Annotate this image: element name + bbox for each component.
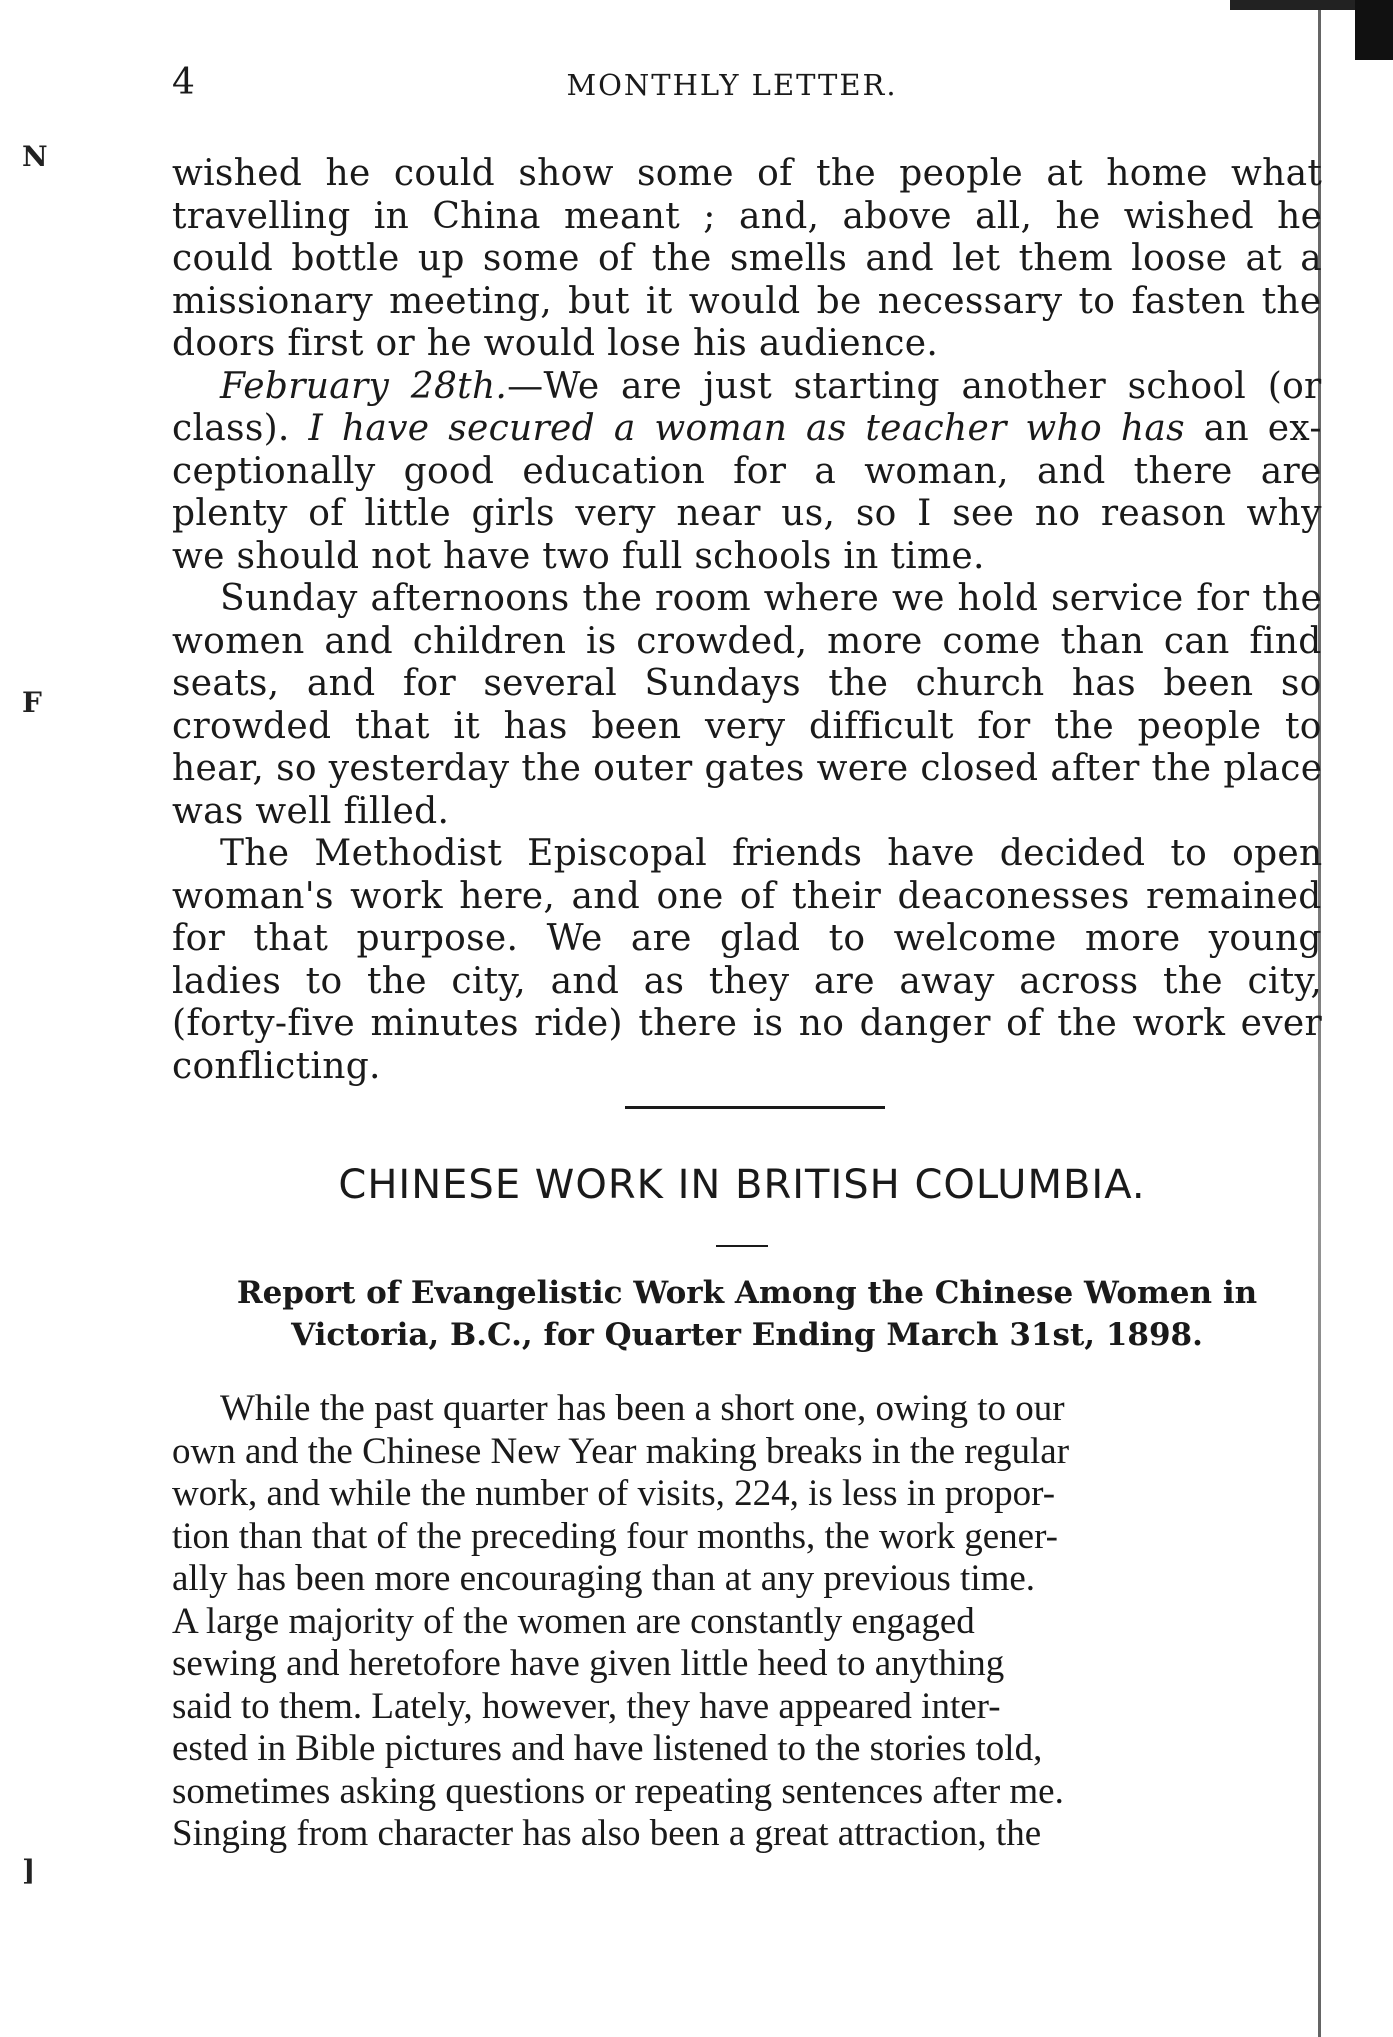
text-line: ested in Bible pictures and have listened to the stories told,	[172, 1728, 1043, 1769]
paragraph-2	[172, 366, 1322, 579]
margin-mark-bottom: ]	[22, 1854, 36, 1887]
text-line	[172, 408, 1322, 451]
text-line: seats, and for several Sundays the church has been so	[172, 663, 1322, 704]
text-line: sometimes asking questions or repeating sentences after me.	[172, 1770, 1064, 1812]
page-header	[172, 62, 1292, 112]
text-line: crowded that it has been very difficult for the people to	[172, 705, 1322, 747]
text-line: Singing from character has also been a great attraction, the	[172, 1813, 1042, 1854]
text-line: (forty-five minutes ride) there is no danger of the work ever	[172, 1003, 1323, 1044]
scan-corner-mark	[1355, 0, 1393, 60]
text-line: said to them. Lately, however, they have appeared inter-	[172, 1685, 1001, 1727]
page-number: 4	[172, 62, 195, 103]
short-divider	[716, 1245, 768, 1247]
report-heading	[172, 1272, 1322, 1356]
margin-mark-middle: F	[22, 686, 42, 719]
text-line: own and the Chinese New Year making breaks in the regular	[172, 1430, 1070, 1472]
running-title: MONTHLY LETTER.	[566, 68, 898, 102]
text-line: ally has been more encouraging than at any previous time.	[172, 1558, 1036, 1599]
margin-mark-top: N	[22, 140, 48, 173]
text-line: ceptionally good education for a woman, and there are	[172, 450, 1322, 492]
text-line: While the past quarter has been a short one, owing to our	[220, 1388, 1065, 1429]
article-body-2	[172, 1388, 1322, 1856]
text-line: Sunday afternoons the room where we hold service for the	[220, 578, 1323, 619]
text-line: we should not have two full schools in time.	[172, 535, 985, 577]
paragraph-3	[172, 578, 1322, 833]
text-run: an ex-	[1184, 408, 1322, 449]
text-line: could bottle up some of the smells and let them loose at a	[172, 238, 1323, 279]
text-run: —We are just starting another school (or	[507, 365, 1322, 407]
text-line	[172, 366, 1322, 409]
text-line: missionary meeting, but it would be necessary to fasten the	[172, 280, 1322, 322]
text-line: was well filled.	[172, 790, 450, 832]
text-line: A large majority of the women are constantly engaged	[172, 1600, 975, 1642]
text-line: wished he could show some of the people at home what	[172, 153, 1323, 194]
report-heading-line: Report of Evangelistic Work Among the Chinese Women in	[236, 1275, 1258, 1311]
section-divider	[625, 1106, 885, 1109]
text-line: conflicting.	[172, 1045, 381, 1087]
date-label: February 28th.	[220, 365, 508, 407]
text-line: for that purpose. We are glad to welcome more young	[172, 918, 1322, 959]
text-line: work, and while the number of visits, 224, is less in propor-	[172, 1473, 1056, 1514]
section-title: CHINESE WORK IN BRITISH COLUMBIA.	[338, 1162, 1146, 1208]
report-paragraph	[172, 1388, 1322, 1856]
text-line: tion than that of the preceding four months, the work gener-	[172, 1515, 1058, 1557]
paragraph-4	[172, 833, 1322, 1088]
text-line: sewing and heretofore have given little heed to anything	[172, 1643, 1005, 1684]
report-heading-line: Victoria, B.C., for Quarter Ending March 31st, 1898.	[291, 1317, 1203, 1353]
text-run: class).	[172, 408, 290, 449]
paragraph-1	[172, 153, 1322, 366]
italic-run: I have secured a woman as teacher who has	[308, 408, 1185, 449]
text-line: doors first or he would lose his audience.	[172, 323, 939, 364]
text-line: hear, so yesterday the outer gates were closed after the place	[172, 748, 1323, 789]
text-line: women and children is crowded, more come than can find	[172, 620, 1322, 662]
text-line: plenty of little girls very near us, so I see no reason why	[172, 493, 1322, 534]
article-body-1	[172, 153, 1322, 1088]
text-line: The Methodist Episcopal friends have decided to open	[220, 833, 1323, 874]
text-line: ladies to the city, and as they are away across the city,	[172, 960, 1323, 1002]
text-line: travelling in China meant ; and, above all, he wished he	[172, 195, 1323, 237]
text-line: woman's work here, and one of their deaconesses remained	[172, 875, 1322, 917]
